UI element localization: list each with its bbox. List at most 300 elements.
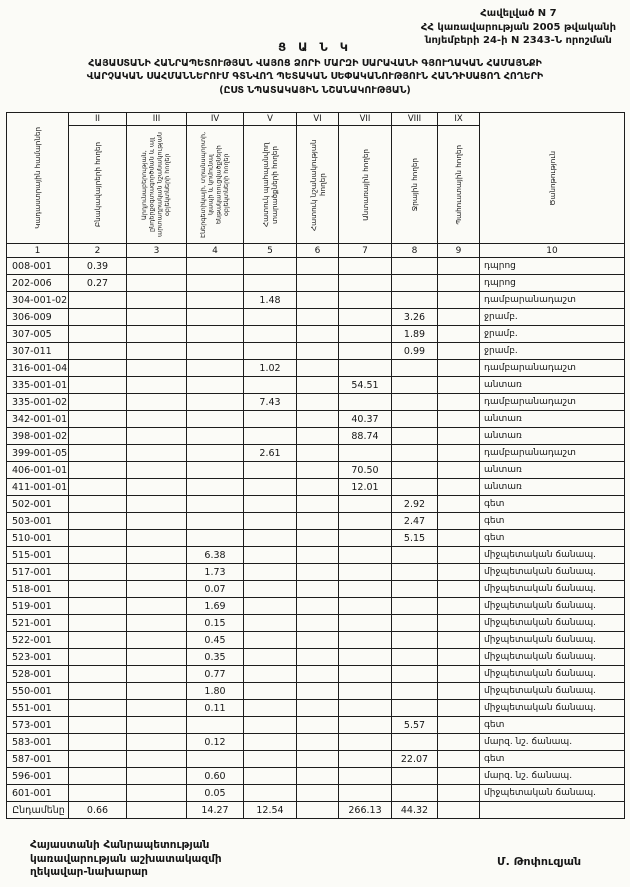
value-cell: [392, 445, 438, 462]
value-cell: [392, 734, 438, 751]
table-row: [7, 581, 625, 598]
table-body: [7, 258, 625, 819]
roman-numeral-row: [7, 113, 625, 126]
value-cell: [339, 496, 392, 513]
value-cell: [69, 564, 127, 581]
value-cell: [297, 632, 339, 649]
note-cell: ջրամբ.: [480, 309, 625, 326]
value-cell: [297, 734, 339, 751]
value-cell: [244, 564, 297, 581]
table-row: [7, 513, 625, 530]
value-cell: [438, 564, 480, 581]
totals-label: Ընդամենը: [7, 802, 69, 819]
value-cell: [69, 615, 127, 632]
cadastral-number: 335-001-01: [7, 377, 69, 394]
value-cell: 0.05: [187, 785, 244, 802]
cadastral-number: 550-001: [7, 683, 69, 700]
value-cell: [297, 615, 339, 632]
value-cell: [127, 734, 187, 751]
value-cell: [244, 717, 297, 734]
note-cell: միջպետական ճանապ.: [480, 632, 625, 649]
cadastral-number: 316-001-04: [7, 360, 69, 377]
value-cell: [339, 785, 392, 802]
value-cell: [297, 768, 339, 785]
value-cell: 44.32: [392, 802, 438, 819]
cadastral-number: 307-011: [7, 343, 69, 360]
value-cell: 6.38: [187, 547, 244, 564]
value-cell: [438, 377, 480, 394]
value-cell: [69, 462, 127, 479]
value-cell: [69, 326, 127, 343]
table-row: [7, 258, 625, 275]
value-cell: [127, 530, 187, 547]
value-cell: [392, 360, 438, 377]
value-cell: [297, 394, 339, 411]
value-cell: [69, 581, 127, 598]
value-cell: [127, 564, 187, 581]
cadastral-number: 573-001: [7, 717, 69, 734]
cadastral-number: 551-001: [7, 700, 69, 717]
value-cell: [339, 564, 392, 581]
value-cell: [339, 717, 392, 734]
value-cell: [392, 700, 438, 717]
note-cell: անտառ: [480, 411, 625, 428]
value-cell: [297, 598, 339, 615]
col-header-industrial: [127, 126, 187, 244]
value-cell: [187, 360, 244, 377]
value-cell: [69, 666, 127, 683]
table-row: [7, 343, 625, 360]
value-cell: [69, 598, 127, 615]
value-cell: [244, 411, 297, 428]
value-cell: [438, 309, 480, 326]
value-cell: [438, 343, 480, 360]
value-cell: [244, 581, 297, 598]
value-cell: [244, 513, 297, 530]
value-cell: 1.48: [244, 292, 297, 309]
note-cell: անտառ: [480, 479, 625, 496]
col-header-residential-text: Բնակավայրերի հողեր: [93, 141, 102, 228]
value-cell: [297, 479, 339, 496]
note-cell: գետ: [480, 496, 625, 513]
value-cell: [69, 513, 127, 530]
col-header-forest-text: Անտառային հողեր: [360, 148, 370, 221]
col-number-2: 2: [69, 244, 127, 258]
value-cell: [244, 683, 297, 700]
roman-numeral-IV: IV: [187, 113, 244, 126]
value-cell: [127, 751, 187, 768]
value-cell: [392, 462, 438, 479]
value-cell: [297, 326, 339, 343]
value-cell: 1.69: [187, 598, 244, 615]
value-cell: 54.51: [339, 377, 392, 394]
value-cell: [127, 683, 187, 700]
table-row: [7, 445, 625, 462]
value-cell: [127, 785, 187, 802]
table-row: [7, 326, 625, 343]
cadastral-number: 502-001: [7, 496, 69, 513]
table-row: [7, 547, 625, 564]
value-cell: [187, 258, 244, 275]
value-cell: [187, 462, 244, 479]
value-cell: [69, 717, 127, 734]
value-cell: [438, 734, 480, 751]
cadastral-number: 522-001: [7, 632, 69, 649]
col-header-cadastral: [7, 113, 69, 244]
value-cell: [69, 394, 127, 411]
value-cell: [187, 513, 244, 530]
col-number-1: 1: [7, 244, 69, 258]
value-cell: [392, 428, 438, 445]
cadastral-number: 587-001: [7, 751, 69, 768]
value-cell: 1.73: [187, 564, 244, 581]
table-row: [7, 564, 625, 581]
value-cell: [297, 513, 339, 530]
signature-name: Մ. Թոփուզյան: [497, 855, 582, 868]
value-cell: [438, 598, 480, 615]
value-cell: [297, 309, 339, 326]
value-cell: [438, 530, 480, 547]
note-cell: դամբարանադաշտ: [480, 394, 625, 411]
value-cell: [127, 258, 187, 275]
value-cell: [438, 462, 480, 479]
value-cell: [244, 275, 297, 292]
table-row: [7, 632, 625, 649]
value-cell: 2.61: [244, 445, 297, 462]
value-cell: [438, 751, 480, 768]
value-cell: [438, 802, 480, 819]
value-cell: 7.43: [244, 394, 297, 411]
roman-numeral-III: III: [127, 113, 187, 126]
value-cell: [69, 428, 127, 445]
roman-numeral-II: II: [69, 113, 127, 126]
value-cell: [438, 649, 480, 666]
value-cell: [297, 683, 339, 700]
value-cell: [297, 802, 339, 819]
value-cell: 12.01: [339, 479, 392, 496]
value-cell: [392, 649, 438, 666]
value-cell: [127, 394, 187, 411]
value-cell: [438, 411, 480, 428]
value-cell: [392, 479, 438, 496]
value-cell: [244, 309, 297, 326]
value-cell: [69, 632, 127, 649]
col-header-water-text: Ջրային հողեր: [410, 157, 419, 212]
value-cell: [339, 751, 392, 768]
value-cell: [339, 700, 392, 717]
cadastral-number: 515-001: [7, 547, 69, 564]
value-cell: [297, 411, 339, 428]
value-cell: [244, 326, 297, 343]
value-cell: [69, 360, 127, 377]
value-cell: [297, 547, 339, 564]
value-cell: [244, 479, 297, 496]
value-cell: [127, 547, 187, 564]
value-cell: [297, 258, 339, 275]
value-cell: 2.47: [392, 513, 438, 530]
value-cell: [339, 768, 392, 785]
value-cell: 40.37: [339, 411, 392, 428]
value-cell: [339, 547, 392, 564]
value-cell: [297, 564, 339, 581]
col-header-note: [480, 113, 625, 244]
value-cell: [392, 564, 438, 581]
value-cell: 1.89: [392, 326, 438, 343]
value-cell: 70.50: [339, 462, 392, 479]
signatory-block: [30, 839, 222, 880]
note-cell: դամբարանադաշտ: [480, 292, 625, 309]
note-cell: դամբարանադաշտ: [480, 445, 625, 462]
col-header-reserve-text: Պահուստային հողեր: [454, 144, 463, 225]
value-cell: [187, 479, 244, 496]
value-cell: [69, 734, 127, 751]
value-cell: [297, 751, 339, 768]
value-cell: [438, 360, 480, 377]
cadastral-number: 528-001: [7, 666, 69, 683]
value-cell: [244, 547, 297, 564]
value-cell: [339, 258, 392, 275]
col-number-5: 5: [244, 244, 297, 258]
cadastral-number: 406-001-01: [7, 462, 69, 479]
col-number-10: 10: [480, 244, 625, 258]
value-cell: [297, 462, 339, 479]
value-cell: [127, 309, 187, 326]
table-row: [7, 360, 625, 377]
table-row: [7, 275, 625, 292]
col-number-6: 6: [297, 244, 339, 258]
cadastral-number: 521-001: [7, 615, 69, 632]
signatory-line-2: կառավարության աշխատակազմի: [30, 852, 222, 865]
value-cell: [127, 462, 187, 479]
value-cell: [187, 394, 244, 411]
table-row: [7, 394, 625, 411]
table-row: [7, 768, 625, 785]
table-row: [7, 377, 625, 394]
value-cell: [69, 683, 127, 700]
roman-numeral-VIII: VIII: [392, 113, 438, 126]
cadastral-number: 601-001: [7, 785, 69, 802]
value-cell: 1.02: [244, 360, 297, 377]
value-cell: [127, 615, 187, 632]
value-cell: [244, 785, 297, 802]
value-cell: [392, 598, 438, 615]
value-cell: [187, 751, 244, 768]
value-cell: [127, 411, 187, 428]
title-line-3: (ԸՍՏ ՆՊԱՏԱԿԱՅԻՆ ՆՇԱՆԱԿՈՒԹՅԱՆ): [219, 84, 411, 96]
value-cell: [339, 445, 392, 462]
value-cell: [187, 530, 244, 547]
value-cell: [69, 547, 127, 564]
note-cell: միջպետական ճանապ.: [480, 564, 625, 581]
value-cell: [69, 411, 127, 428]
value-cell: [339, 326, 392, 343]
value-cell: [244, 751, 297, 768]
value-cell: [69, 496, 127, 513]
cadastral-number: 202-006: [7, 275, 69, 292]
value-cell: [297, 496, 339, 513]
value-cell: [339, 734, 392, 751]
signatory-line-3: ղեկավար-նախարար: [30, 866, 148, 879]
note-cell: գետ: [480, 530, 625, 547]
cadastral-number: 008-001: [7, 258, 69, 275]
value-cell: [127, 802, 187, 819]
note-cell: դպրոց: [480, 258, 625, 275]
value-cell: [127, 768, 187, 785]
value-cell: 0.27: [69, 275, 127, 292]
cadastral-number: 510-001: [7, 530, 69, 547]
value-cell: 0.07: [187, 581, 244, 598]
table-row: [7, 309, 625, 326]
col-header-industrial-text: Արդյունաբերության, ընդերքօգտագործման և այլ արտադրական նշանակության օբյեկտների հողեր: [140, 132, 172, 237]
value-cell: [438, 700, 480, 717]
value-cell: [438, 581, 480, 598]
table-row: [7, 751, 625, 768]
value-cell: [187, 411, 244, 428]
value-cell: [244, 343, 297, 360]
value-cell: [438, 547, 480, 564]
value-cell: [297, 700, 339, 717]
value-cell: [438, 666, 480, 683]
value-cell: [244, 734, 297, 751]
table-row: [7, 479, 625, 496]
appendix-number: Հավելված N 7: [480, 8, 557, 19]
value-cell: [438, 717, 480, 734]
totals-row: [7, 802, 625, 819]
value-cell: [297, 445, 339, 462]
value-cell: [244, 649, 297, 666]
value-cell: [339, 292, 392, 309]
value-cell: 0.45: [187, 632, 244, 649]
value-cell: [339, 666, 392, 683]
value-cell: [392, 683, 438, 700]
table-row: [7, 428, 625, 445]
value-cell: [69, 768, 127, 785]
value-cell: [127, 445, 187, 462]
cadastral-number: 583-001: [7, 734, 69, 751]
value-cell: [187, 309, 244, 326]
value-cell: [127, 360, 187, 377]
value-cell: [392, 377, 438, 394]
table-row: [7, 496, 625, 513]
note-cell: մարզ. նշ. ճանապ.: [480, 768, 625, 785]
col-header-residential: [69, 126, 127, 244]
value-cell: [127, 428, 187, 445]
value-cell: [339, 275, 392, 292]
value-cell: [392, 394, 438, 411]
value-cell: [297, 666, 339, 683]
value-cell: [127, 275, 187, 292]
col-header-note-text: Ծանոթություն: [547, 150, 557, 206]
value-cell: [187, 343, 244, 360]
note-cell: գետ: [480, 513, 625, 530]
value-cell: [127, 377, 187, 394]
signatory-line-1: Հայաստանի Հանրապետության: [30, 839, 210, 851]
appendix-gov-line2: նոյեմբերի 24-ի N 2343-Ն որոշման: [425, 35, 612, 46]
value-cell: [297, 530, 339, 547]
col-header-special-text: Հատուկ նշանակության հողեր: [308, 138, 327, 231]
value-cell: [69, 292, 127, 309]
value-cell: [297, 377, 339, 394]
value-cell: [339, 683, 392, 700]
cadastral-number: 398-001-02: [7, 428, 69, 445]
value-cell: [127, 292, 187, 309]
note-cell: միջպետական ճանապ.: [480, 581, 625, 598]
cadastral-number: 307-005: [7, 326, 69, 343]
value-cell: [339, 649, 392, 666]
col-header-cadastral-text: Կադաստրային համարներ: [33, 127, 42, 229]
value-cell: [392, 785, 438, 802]
value-cell: [392, 547, 438, 564]
value-cell: [297, 649, 339, 666]
col-number-3: 3: [127, 244, 187, 258]
note-cell: դամբարանադաշտ: [480, 360, 625, 377]
note-cell: [480, 802, 625, 819]
cadastral-number: 503-001: [7, 513, 69, 530]
cadastral-number: 399-001-05: [7, 445, 69, 462]
note-cell: միջպետական ճանապ.: [480, 615, 625, 632]
value-cell: 0.12: [187, 734, 244, 751]
table-row: [7, 462, 625, 479]
value-cell: [69, 649, 127, 666]
table-row: [7, 615, 625, 632]
value-cell: [69, 343, 127, 360]
value-cell: [69, 377, 127, 394]
cadastral-number: 519-001: [7, 598, 69, 615]
value-cell: [187, 377, 244, 394]
note-cell: միջպետական ճանապ.: [480, 700, 625, 717]
value-cell: [392, 292, 438, 309]
cadastral-number: 596-001: [7, 768, 69, 785]
cadastral-number: 342-001-01: [7, 411, 69, 428]
value-cell: [187, 275, 244, 292]
value-cell: [297, 785, 339, 802]
value-cell: [127, 496, 187, 513]
value-cell: [187, 428, 244, 445]
value-cell: [244, 462, 297, 479]
value-cell: [127, 717, 187, 734]
value-cell: [438, 326, 480, 343]
value-cell: [297, 275, 339, 292]
value-cell: [244, 428, 297, 445]
value-cell: [297, 581, 339, 598]
value-cell: [69, 309, 127, 326]
note-cell: ջրամբ.: [480, 326, 625, 343]
value-cell: [244, 768, 297, 785]
value-cell: [297, 360, 339, 377]
value-cell: [127, 479, 187, 496]
value-cell: [438, 275, 480, 292]
value-cell: [127, 581, 187, 598]
value-cell: 266.13: [339, 802, 392, 819]
table-row: [7, 598, 625, 615]
note-cell: միջպետական ճանապ.: [480, 547, 625, 564]
value-cell: [392, 581, 438, 598]
value-cell: 12.54: [244, 802, 297, 819]
document-title: [0, 57, 630, 97]
value-cell: [127, 513, 187, 530]
table-row: [7, 700, 625, 717]
table-row: [7, 785, 625, 802]
value-cell: 14.27: [187, 802, 244, 819]
cadastral-number: 411-001-01: [7, 479, 69, 496]
value-cell: [438, 513, 480, 530]
value-cell: [339, 530, 392, 547]
value-cell: [244, 598, 297, 615]
value-cell: [297, 292, 339, 309]
value-cell: [69, 700, 127, 717]
value-cell: [127, 598, 187, 615]
value-cell: 0.77: [187, 666, 244, 683]
